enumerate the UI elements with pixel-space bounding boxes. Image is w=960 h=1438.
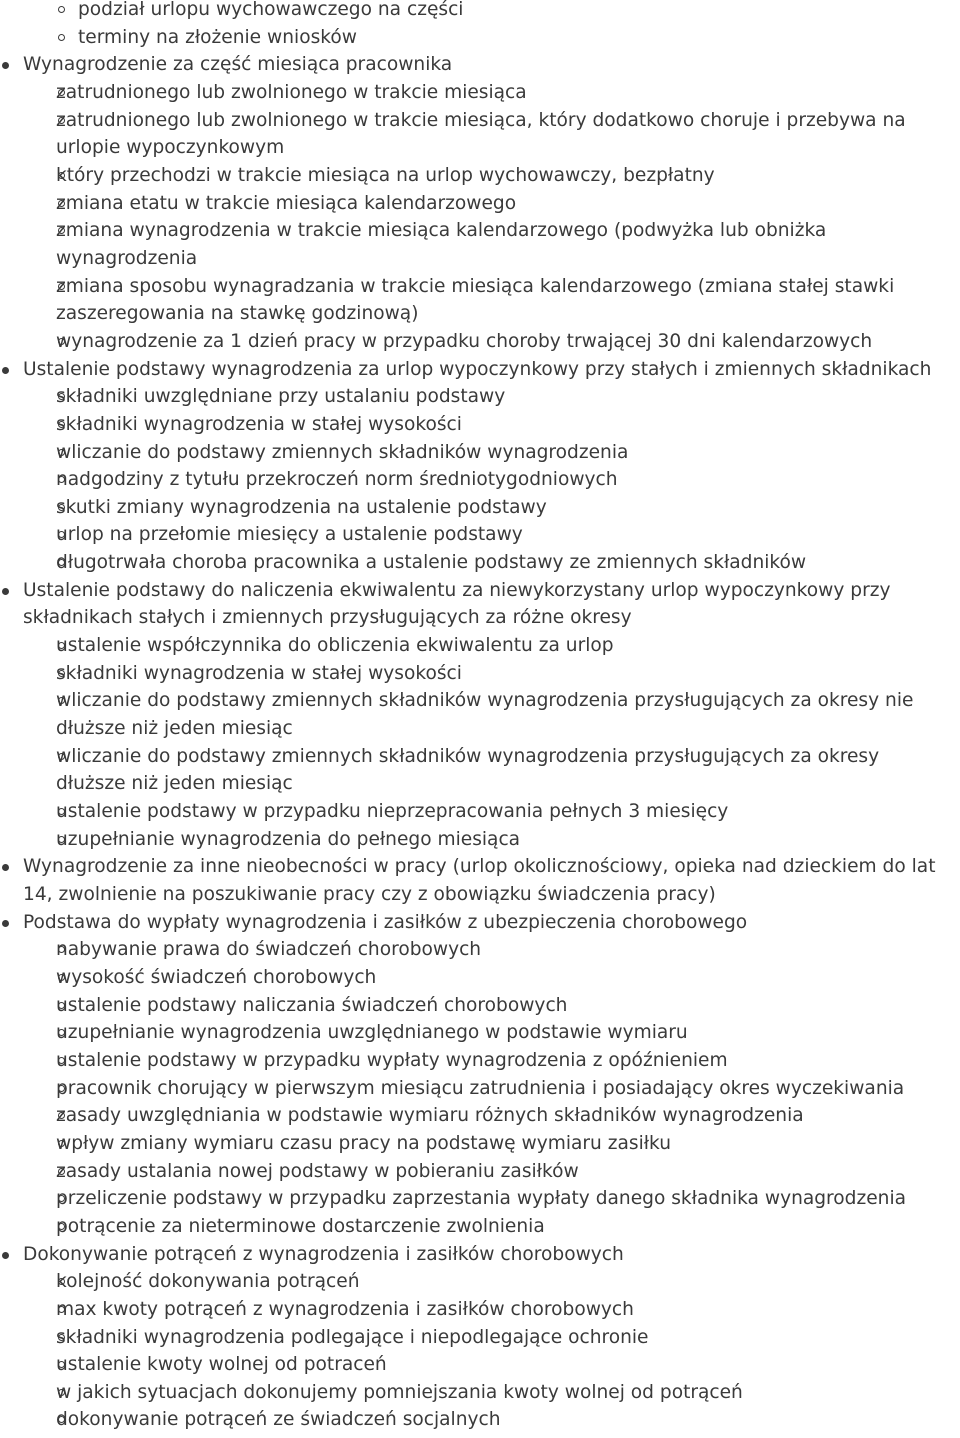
list-item-text: ustalenie podstawy naliczania świadczeń chorobowych <box>56 994 568 1016</box>
list-item <box>0 1213 958 1241</box>
hollow-bullet-icon <box>58 836 65 843</box>
section-item <box>0 51 960 355</box>
hollow-bullet-icon <box>58 283 65 290</box>
outline-list <box>0 51 960 1434</box>
list-item-text: składniki uwzględniane przy ustalaniu podstawy <box>56 386 506 408</box>
hollow-bullet-icon <box>58 1085 65 1092</box>
section-title: Wynagrodzenie za inne nieobecności w pracy (urlop okolicznościowy, opieka nad dzieckiem do lat 14, zwolnienie na poszukiwanie pracy czy z obowiązku świadczenia pracy) <box>23 856 936 905</box>
list-item <box>0 1130 958 1158</box>
list-item-text: wliczanie do podstawy zmiennych składników wynagrodzenia <box>56 441 629 463</box>
section-item <box>0 909 960 1241</box>
list-item-text: zasady ustalania nowej podstawy w pobieraniu zasiłków <box>56 1160 579 1182</box>
list-item <box>0 992 958 1020</box>
list-item-text: zatrudnionego lub zwolnionego w trakcie miesiąca, który dodatkowo choruje i przebywa na urlopie wypoczynkowym <box>56 109 906 159</box>
list-item <box>0 328 958 356</box>
list-item <box>0 273 958 328</box>
list-item-text: zmiana etatu w trakcie miesiąca kalendarzowego <box>56 192 517 214</box>
hollow-bullet-icon <box>58 504 65 511</box>
list-item <box>0 1102 958 1130</box>
hollow-bullet-icon <box>58 34 65 41</box>
list-item <box>0 24 960 52</box>
hollow-bullet-icon <box>58 1140 65 1147</box>
list-item <box>0 1324 958 1352</box>
hollow-bullet-icon <box>58 1389 65 1396</box>
hollow-bullet-icon <box>58 1306 65 1313</box>
section-item <box>0 356 960 577</box>
list-item-text: zatrudnionego lub zwolnionego w trakcie miesiąca <box>56 81 527 103</box>
list-item-text: ustalenie podstawy w przypadku nieprzepracowania pełnych 3 miesięcy <box>56 801 729 823</box>
list-item-text: wynagrodzenie za 1 dzień pracy w przypadku choroby trwającej 30 dni kalendarzowych <box>56 330 873 352</box>
hollow-bullet-icon <box>58 89 65 96</box>
list-item <box>0 1268 958 1296</box>
list-item-text: pracownik chorujący w pierwszym miesiącu zatrudnienia i posiadający okres wyczekiwania <box>56 1077 905 1099</box>
hollow-bullet-icon <box>58 6 65 13</box>
list-item-text: podział urlopu wychowawczego na części <box>78 0 464 20</box>
hollow-bullet-icon <box>58 1334 65 1341</box>
sub-list <box>23 383 958 577</box>
section-item <box>0 577 960 854</box>
list-item <box>0 1185 958 1213</box>
list-item <box>0 964 958 992</box>
list-item-text: składniki wynagrodzenia w stałej wysokości <box>56 413 462 435</box>
list-item <box>0 1351 958 1379</box>
section-title: Podstawa do wypłaty wynagrodzenia i zasiłków z ubezpieczenia chorobowego <box>23 911 748 933</box>
list-item-text: składniki wynagrodzenia w stałej wysokości <box>56 662 462 684</box>
list-item <box>0 162 958 190</box>
section-title: Dokonywanie potrąceń z wynagrodzenia i zasiłków chorobowych <box>23 1243 624 1265</box>
sub-list <box>23 1268 958 1434</box>
filled-bullet-icon <box>2 864 9 871</box>
hollow-bullet-icon <box>58 670 65 677</box>
list-item <box>0 1379 958 1407</box>
list-item-text: długotrwała choroba pracownika a ustalenie podstawy ze zmiennych składników <box>56 552 807 574</box>
hollow-bullet-icon <box>58 200 65 207</box>
list-item <box>0 521 958 549</box>
list-item-text: max kwoty potrąceń z wynagrodzenia i zasiłków chorobowych <box>56 1298 634 1320</box>
list-item <box>0 383 958 411</box>
list-item-text: potrącenie za nieterminowe dostarczenie zwolnienia <box>56 1215 545 1237</box>
filled-bullet-icon <box>2 920 9 927</box>
list-item-text: który przechodzi w trakcie miesiąca na urlop wychowawczy, bezpłatny <box>56 164 715 186</box>
list-item <box>0 439 958 467</box>
list-item <box>0 1047 958 1075</box>
list-item <box>0 826 958 854</box>
list-item-text: wysokość świadczeń chorobowych <box>56 966 377 988</box>
section-title: Ustalenie podstawy do naliczenia ekwiwalentu za niewykorzystany urlop wypoczynkowy przy składnikach stałych i zmiennych przysługujących za różne okresy <box>23 579 891 629</box>
list-item-text: uzupełnianie wynagrodzenia uwzględnianego w podstawie wymiaru <box>56 1022 688 1044</box>
hollow-bullet-icon <box>58 1002 65 1009</box>
list-item <box>0 660 958 688</box>
list-item-text: wliczanie do podstawy zmiennych składników wynagrodzenia przysługujących za okresy nie dłuższe niż jeden miesiąc <box>56 690 914 740</box>
list-item <box>0 687 958 742</box>
list-item <box>0 190 958 218</box>
list-item-text: zmiana wynagrodzenia w trakcie miesiąca kalendarzowego (podwyżka lub obniżka wynagrodzenia <box>56 220 827 269</box>
list-item <box>0 1075 958 1103</box>
list-item-text: ustalenie kwoty wolnej od potraceń <box>56 1354 387 1376</box>
list-item <box>0 466 958 494</box>
list-item-text: kolejność dokonywania potrąceń <box>56 1271 360 1293</box>
hollow-bullet-icon <box>58 421 65 428</box>
list-item-text: ustalenie współczynnika do obliczenia ekwiwalentu za urlop <box>56 635 614 657</box>
hollow-bullet-icon <box>58 449 65 456</box>
list-item <box>0 107 958 162</box>
sub-list <box>23 632 958 853</box>
list-item <box>0 743 958 798</box>
list-item <box>0 0 960 24</box>
list-item-text: uzupełnianie wynagrodzenia do pełnego miesiąca <box>56 828 521 850</box>
hollow-bullet-icon <box>58 1057 65 1064</box>
list-item-text: dokonywanie potrąceń ze świadczeń socjalnych <box>56 1409 501 1431</box>
list-item-text: wliczanie do podstawy zmiennych składników wynagrodzenia przysługujących za okresy dłuższe niż jeden miesiąc <box>56 745 880 795</box>
list-item-text: przeliczenie podstawy w przypadku zaprzestania wypłaty danego składnika wynagrodzenia <box>56 1188 907 1210</box>
list-item <box>0 411 958 439</box>
filled-bullet-icon <box>2 62 9 69</box>
list-item <box>0 632 958 660</box>
list-item-text: składniki wynagrodzenia podlegające i niepodlegające ochronie <box>56 1326 649 1348</box>
hollow-bullet-icon <box>58 1168 65 1175</box>
filled-bullet-icon <box>2 367 9 374</box>
list-item-text: skutki zmiany wynagrodzenia na ustalenie podstawy <box>56 496 547 518</box>
filled-bullet-icon <box>2 1252 9 1259</box>
hollow-bullet-icon <box>58 974 65 981</box>
hollow-bullet-icon <box>58 808 65 815</box>
section-title: Ustalenie podstawy wynagrodzenia za urlop wypoczynkowy przy stałych i zmiennych składnikach <box>23 358 932 380</box>
hollow-bullet-icon <box>58 172 65 179</box>
list-item-text: urlop na przełomie miesięcy a ustalenie podstawy <box>56 524 523 546</box>
list-item <box>0 79 958 107</box>
list-item-text: zmiana sposobu wynagradzania w trakcie miesiąca kalendarzowego (zmiana stałej stawki zaszeregowania na stawkę godzinową) <box>56 275 895 325</box>
list-item <box>0 549 958 577</box>
hollow-bullet-icon <box>58 338 65 345</box>
list-item-text: terminy na złożenie wniosków <box>78 26 357 48</box>
list-item-text: w jakich sytuacjach dokonujemy pomniejszania kwoty wolnej od potrąceń <box>56 1381 743 1403</box>
sub-list <box>23 936 958 1240</box>
filled-bullet-icon <box>2 588 9 595</box>
section-title: Wynagrodzenie za część miesiąca pracownika <box>23 54 453 76</box>
hollow-bullet-icon <box>58 1223 65 1230</box>
list-item <box>0 1406 958 1434</box>
list-item <box>0 798 958 826</box>
hollow-bullet-icon <box>58 753 65 760</box>
list-item-text: ustalenie podstawy w przypadku wypłaty wynagrodzenia z opóźnieniem <box>56 1049 728 1071</box>
section-item <box>0 853 960 908</box>
list-item-text: zasady uwzględniania w podstawie wymiaru różnych składników wynagrodzenia <box>56 1105 804 1127</box>
list-item <box>0 217 958 272</box>
list-item <box>0 936 958 964</box>
list-item-text: wpływ zmiany wymiaru czasu pracy na podstawę wymiaru zasiłku <box>56 1132 672 1154</box>
section-item <box>0 1241 960 1435</box>
list-item <box>0 1158 958 1186</box>
continued-sub-list <box>0 0 960 51</box>
hollow-bullet-icon <box>58 117 65 124</box>
list-item <box>0 1296 958 1324</box>
list-item <box>0 494 958 522</box>
sub-list <box>23 79 958 356</box>
list-item-text: nadgodziny z tytułu przekroczeń norm średniotygodniowych <box>56 469 618 491</box>
list-item <box>0 1019 958 1047</box>
list-item-text: nabywanie prawa do świadczeń chorobowych <box>56 939 482 961</box>
